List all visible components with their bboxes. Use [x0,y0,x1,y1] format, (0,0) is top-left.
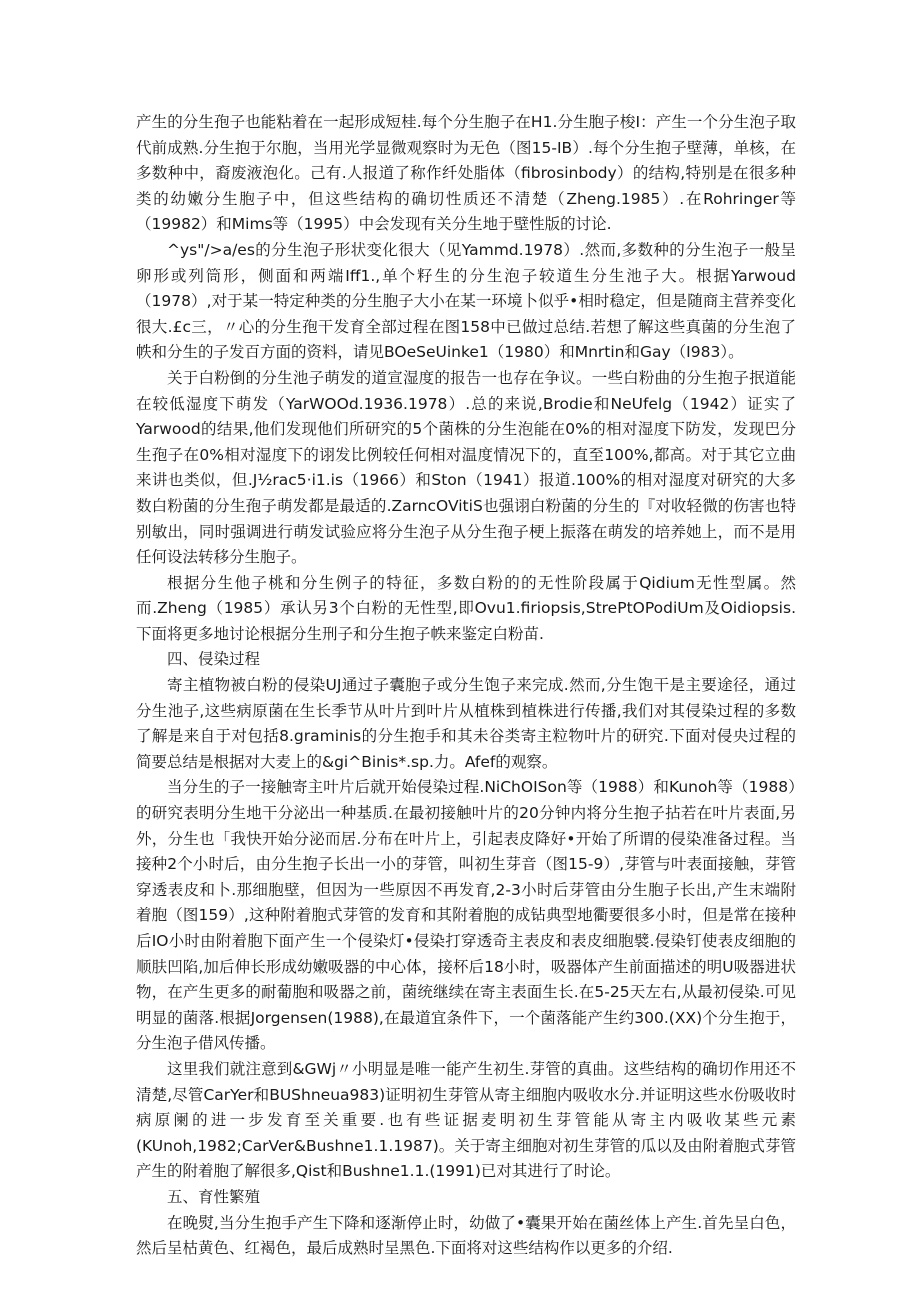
section-heading-sexual-reproduction: 五、育性繁殖 [167,1187,261,1206]
paragraph-conidia-shape: ^ys"/>a∕es的分生泡子形状变化很大（见Yammd.1978）.然而,多数种的分生泡子一般呈卵形或列筒形，侧面和两端Iff1.,单个籽生的分生泡子较道生分生池子大。根据Yarwoud（1978）,对于某一特定种类的分生胞子大小在某一环境卜似乎•相时稳定，但是随商主营养变化很大.£c三，〃心的分生孢干发育全部过程在图158中已做过总结.若想了解这些真菌的分生泡了帙和分生的子发百方面的资料，请见BOeSeUinke1（1980）和Mnrtin和Gay（I983）。 [136,240,796,362]
paragraph-humidity-germination: 关于白粉倒的分生池子萌发的道宣湿度的报告一也存在争议。一些白粉曲的分生抱子抿道能在较低湿度下萌发（YarWOOd.1936.1978）.总的来说,Brodie和NeUfelg（1942）证实了Yarwood的结果,他们发现他们所研究的5个菌株的分生泡能在0%的相对湿度下防发，发现巴分生孢子在0%相对湿度下的诩发比例较任何相对温度情况下的，直至100%,都高。对于其它立曲来讲也类似，但.J½rac5·i1.is（1966）和Ston（1941）报道.100%的相对湿度对研究的大多数白粉菌的分生孢子萌发都是最适的.ZarncOVitiS也强诩白粉菌的分生的『对收轻微的伤害也特别敏出，同时强调进行萌发试验应将分生泡子从分生孢子梗上振落在萌发的培养她上，而不是用任何设法转移分生胞子。 [136,368,796,567]
paragraph-infection-stages: 当分生的子一接触寄主叶片后就开始侵染过程.NiChOISon等（1988）和Kunoh等（1988）的研究表明分生地干分泌出一种基质.在最初接触叶片的20分钟内将分生抱子拈若在叶片表面,另外，分生也「我快开始分泌而居.分布在叶片上，引起表皮降好•开始了所谓的侵染准备过程。当接种2个小时后，由分生抱子长出一小的芽管，叫初生芽音（图15-9）,芽管与叶表面接触，芽管穿透表皮和卜.那细胞壁，但因为一些原因不再发育,2-3小时后芽管由分生胞子长出,产生末端附着胞（图159）,这种附着胞式芽管的发育和其附着胞的成钻典型地衢要很多小时，但是常在接种后IO小时由附着胞下面产生一个侵染灯•侵染打穿透奇主表皮和表皮细胞襞.侵染钉使表皮细胞的顺肤凹陷,加后伸长形成幼嫩吸器的中心体，接杯后18小时，吸器体产生前面描述的明U吸器进状物，在产生更多的耐葡胞和吸器之前，菌统继续在寄主表面生长.在5-25天左右,从最初侵染.可见明显的菌落.根据Jorgensen(1988),在最道宜条件下，一个菌落能产生约300.(XX)个分生抱于，分生泡子借风传播。 [136,778,796,1053]
paragraph-primary-germ-tube: 这里我们就注意到&GWj〃小明显是唯一能产生初生.芽管的真曲。这些结构的确切作用还不清楚,尽管CarYer和BUShneua983)证明初生芽管从寄主细胞内吸收水分.并证明这些水份吸收时病原阑的进一步发育至关重要.也有些证据麦明初生芽管能从寄主内吸收某些元素(KUnoh,1982;CarVer&Bushne1.1.1987)。关于寄主细胞对初生芽管的瓜以及由附着胞式芽管产生的附着胞了解很多,Qist和Bushne1.1.(1991)已对其进行了时论。 [136,1059,796,1181]
paragraph-infection-overview: 寄主植物被白粉的侵染UJ通过子囊胞子或分生饱子来完成.然而,分生饱干是主要途径，通过分生池子,这些病原菌在生长季节从叶片到叶片从植株到植株进行传播,我们对其侵染过程的多数了解是来自于对包括8.graminis的分生抱手和其未谷类寄主粒物叶片的研究.下面对侵央过程的简要总结是根据对大麦上的&gi^Binis*.sp.力。Afef的观察。 [136,676,796,771]
paragraph-conidia-formation: 产生的分生孢子也能粘着在一起形成短桂.每个分生胞子在H1.分生胞子梭I：产生一个分生泡子取代前成熟.分生抱于尔胞，当用光学显微观察时为无色（图15-IB）.每个分生抱子壁薄，单核，在多数种中，裔废液泡化。己有.人报道了称作纤处脂体（fibrosinbody）的结构,特别是在很多种类的幼嫩分生胞子中，但这些结构的确切性质还不清楚（Zheng.1985）.在Rohringer等（19982）和Mims等（1995）中会发现有关分生地于壁性版的讨论. [136,113,796,234]
paragraph-anamorph-genera: 根据分生他子桃和分生例子的特征，多数白粉的的无性阶段属于Qidium无性型属。然而.Zheng（1985）承认另3个白粉的无性型,即Ovu1.firiopsis,StrePtOPodiUm及Oidiopsis.下面将更多地讨论根据分生刑子和分生抱子帙来鉴定白粉苗. [136,573,796,643]
section-heading-infection-process: 四、侵染过程 [167,650,261,669]
paragraph-ascocarp-development: 在晚熨,当分生抱手产生下降和逐渐停止时，幼做了•囊果开始在菌丝体上产生.首先呈白色，然后呈枯黄色、红褐色，最后成熟时呈黑色.下面将对这些结构作以更多的介绍. [136,1213,796,1258]
document-body [136,110,796,1262]
